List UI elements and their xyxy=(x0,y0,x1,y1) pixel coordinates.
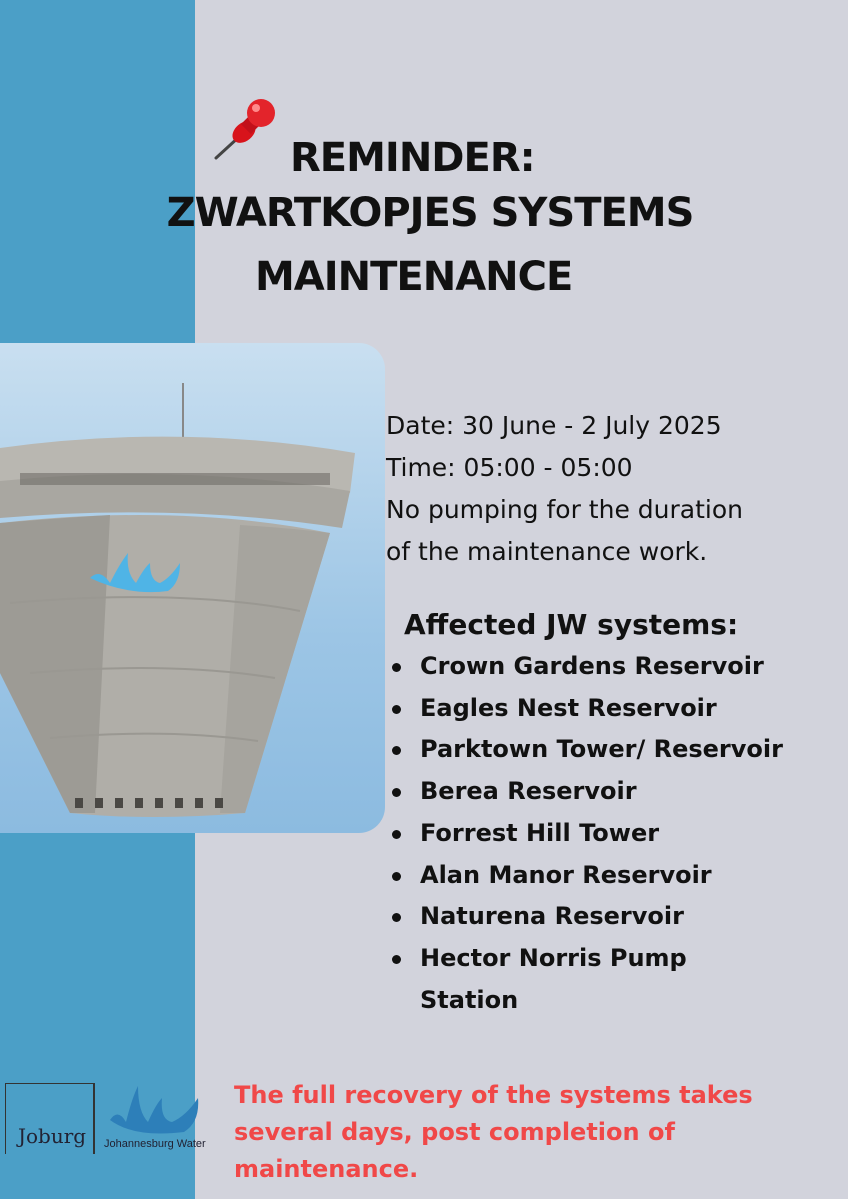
date-text: Date: 30 June - 2 July 2025 xyxy=(386,411,722,440)
list-item: Eagles Nest Reservoir xyxy=(388,688,828,730)
affected-heading: Affected JW systems: xyxy=(404,608,739,641)
affected-systems-list xyxy=(388,646,828,1021)
bullet-icon xyxy=(392,872,401,881)
bullet-icon xyxy=(392,663,401,672)
bullet-icon xyxy=(392,705,401,714)
pushpin-icon xyxy=(210,96,280,166)
bullet-icon xyxy=(392,746,401,755)
list-item: Forrest Hill Tower xyxy=(388,813,828,855)
list-item: Alan Manor Reservoir xyxy=(388,855,828,897)
title-line-2: ZWARTKOPJES SYSTEMS xyxy=(166,190,694,236)
maintenance-details xyxy=(386,405,836,573)
jw-logo-caption: Johannesburg Water xyxy=(104,1138,206,1150)
note-line-2: of the maintenance work. xyxy=(386,537,708,566)
list-item: Hector Norris Pump xyxy=(388,938,828,980)
joburg-logo-text: Joburg xyxy=(18,1124,87,1148)
list-item: Crown Gardens Reservoir xyxy=(388,646,828,688)
list-item: Naturena Reservoir xyxy=(388,896,828,938)
note-line-1: No pumping for the duration xyxy=(386,495,743,524)
time-text: Time: 05:00 - 05:00 xyxy=(386,453,633,482)
water-tower-photo xyxy=(0,343,385,833)
title-line-1: REMINDER: xyxy=(290,135,535,181)
recovery-notice: The full recovery of the systems takes several days, post completion of maintenance. xyxy=(234,1081,753,1183)
title-line-3: MAINTENANCE xyxy=(255,254,573,300)
johannesburg-water-logo xyxy=(104,1080,214,1152)
list-item: Berea Reservoir xyxy=(388,771,828,813)
list-item: Parktown Tower/ Reservoir xyxy=(388,729,828,771)
bullet-icon xyxy=(392,830,401,839)
joburg-logo xyxy=(5,1083,95,1154)
bullet-icon xyxy=(392,913,401,922)
bullet-icon xyxy=(392,955,401,964)
bullet-icon xyxy=(392,788,401,797)
list-item-continuation: Station xyxy=(420,985,519,1014)
